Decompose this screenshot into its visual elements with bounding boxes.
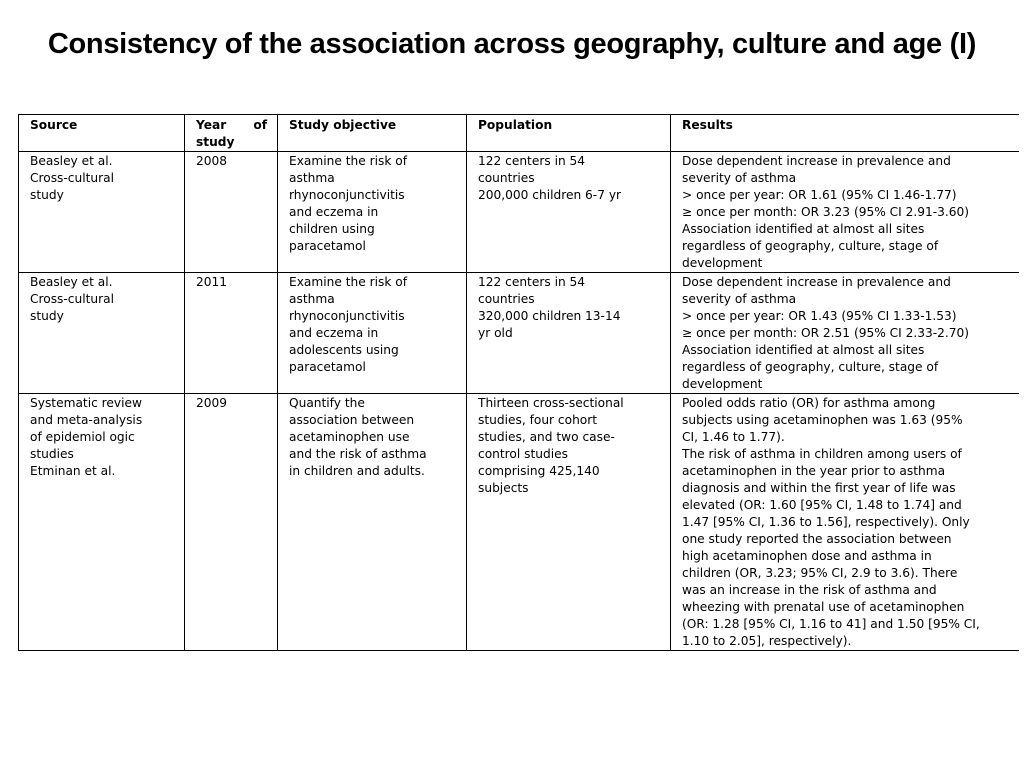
cell-objective: Examine the risk of asthma rhynoconjunctivitis and eczema in adolescents using paracetamol bbox=[278, 273, 467, 394]
header-year-line1: Year of bbox=[196, 118, 267, 132]
cell-year: 2008 bbox=[185, 152, 278, 273]
cell-objective: Examine the risk of asthma rhynoconjunctivitis and eczema in children using paracetamol bbox=[278, 152, 467, 273]
cell-population: 122 centers in 54 countries 200,000 children 6-7 yr bbox=[467, 152, 671, 273]
header-population: Population bbox=[467, 115, 671, 152]
cell-results: Pooled odds ratio (OR) for asthma among subjects using acetaminophen was 1.63 (95% CI, 1.46 to 1.77). The risk of asthma in children among users of acetaminophen in the year prior to asthma diagnosis and within the first year of life was elevated (OR: 1.60 [95% CI, 1.48 to 1.74] and 1.47 [95% CI, 1.36 to 1.56], respectively). Only one study reported the association between high acetaminophen dose and asthma in children (OR, 3.23; 95% CI, 2.9 to 3.6). There was an increase in the risk of asthma and wheezing with prenatal use of acetaminophen (OR: 1.28 [95% CI, 1.16 to 41] and 1.50 [95% CI, 1.10 to 2.05], respectively). bbox=[671, 394, 1019, 651]
cell-population: 122 centers in 54 countries 320,000 children 13-14 yr old bbox=[467, 273, 671, 394]
table-row bbox=[19, 394, 1019, 651]
cell-year: 2011 bbox=[185, 273, 278, 394]
table-row bbox=[19, 273, 1019, 394]
slide-title: Consistency of the association across geography, culture and age (I) bbox=[47, 28, 977, 60]
header-year bbox=[185, 115, 278, 152]
cell-results: Dose dependent increase in prevalence and severity of asthma > once per year: OR 1.43 (95% CI 1.33-1.53) ≥ once per month: OR 2.51 (95% CI 2.33-2.70) Association identified at almost all sites regardless of geography, culture, stage of development bbox=[671, 273, 1019, 394]
cell-source: Beasley et al. Cross-cultural study bbox=[19, 152, 185, 273]
studies-table bbox=[18, 114, 1019, 651]
table-row bbox=[19, 152, 1019, 273]
cell-results: Dose dependent increase in prevalence and severity of asthma > once per year: OR 1.61 (95% CI 1.46-1.77) ≥ once per month: OR 3.23 (95% CI 2.91-3.60) Association identified at almost all sites regardless of geography, culture, stage of development bbox=[671, 152, 1019, 273]
cell-year: 2009 bbox=[185, 394, 278, 651]
cell-objective: Quantify the association between acetaminophen use and the risk of asthma in children and adults. bbox=[278, 394, 467, 651]
header-year-line2: study bbox=[196, 135, 235, 149]
header-source: Source bbox=[19, 115, 185, 152]
cell-source: Systematic review and meta-analysis of epidemiol ogic studies Etminan et al. bbox=[19, 394, 185, 651]
cell-population: Thirteen cross-sectional studies, four cohort studies, and two case- control studies comprising 425,140 subjects bbox=[467, 394, 671, 651]
studies-table-container bbox=[18, 114, 1018, 651]
header-results: Results bbox=[671, 115, 1019, 152]
table-header-row bbox=[19, 115, 1019, 152]
header-objective: Study objective bbox=[278, 115, 467, 152]
cell-source: Beasley et al. Cross-cultural study bbox=[19, 273, 185, 394]
